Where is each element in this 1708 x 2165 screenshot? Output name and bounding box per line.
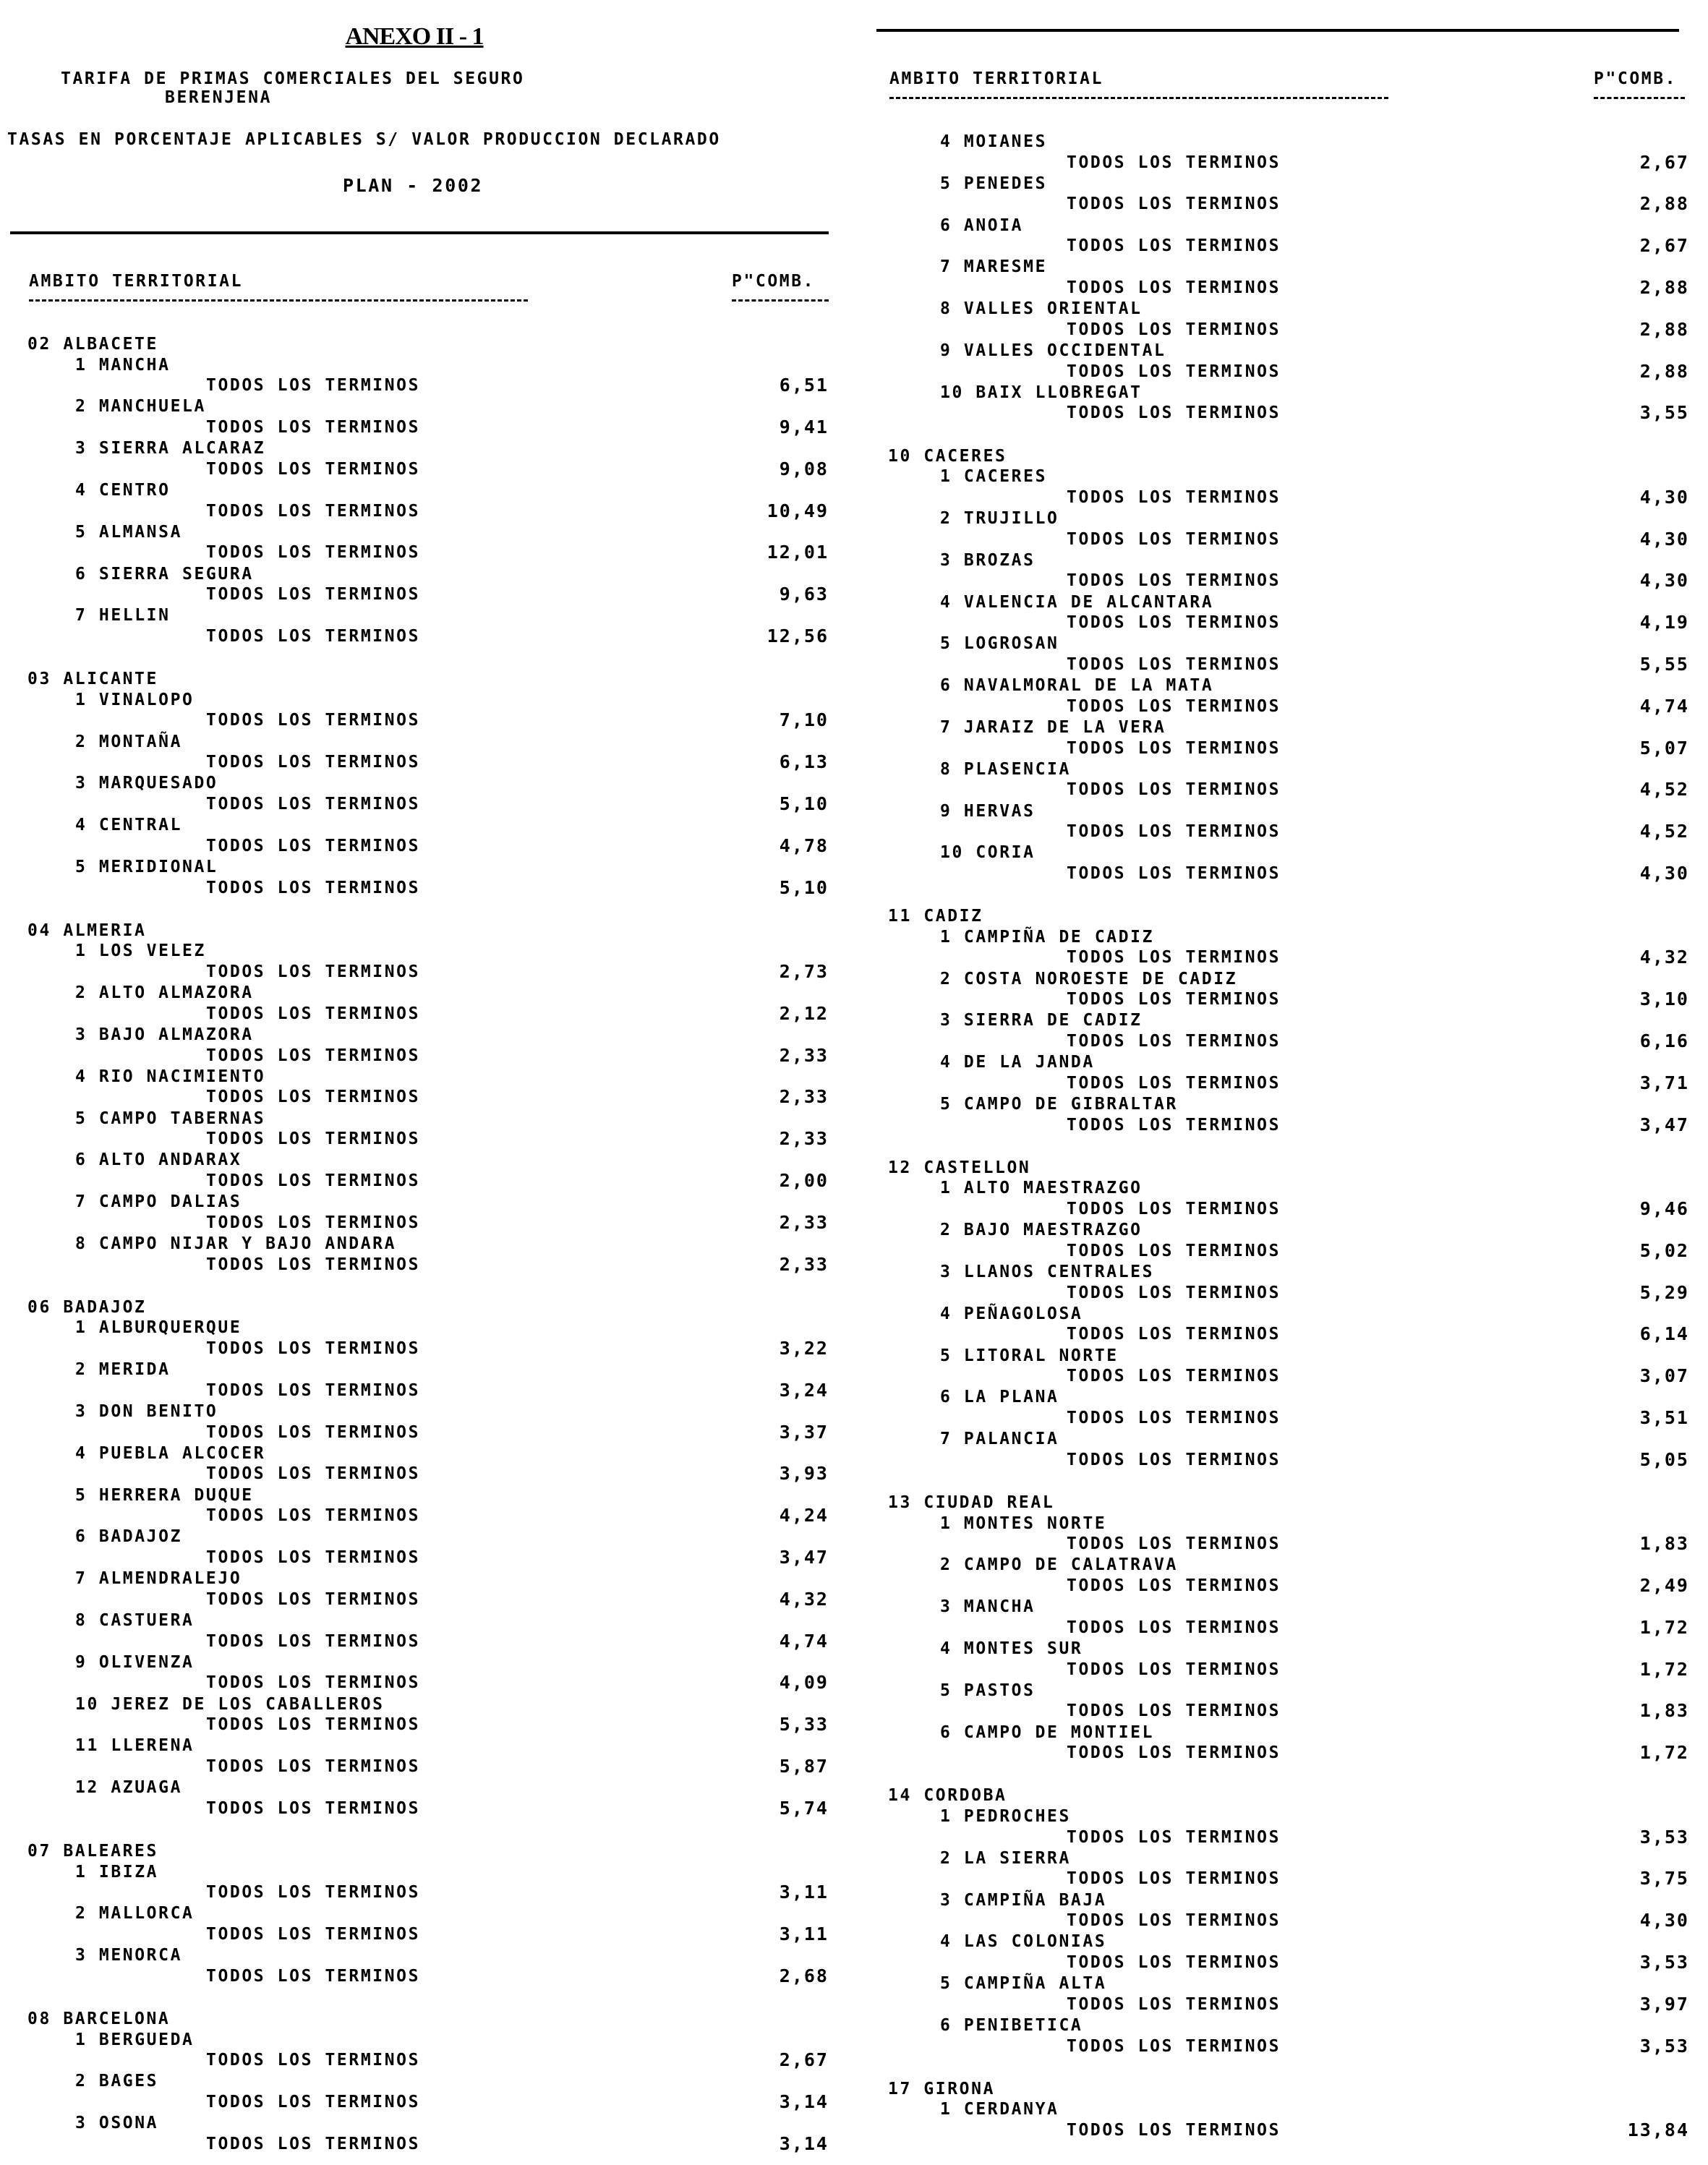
premium-rate: 4,78: [779, 834, 829, 856]
comarca-label: 10 BAIX LLOBREGAT: [940, 383, 1143, 402]
premium-rate: 4,30: [1639, 863, 1689, 884]
comarca-label: 6 CAMPO DE MONTIEL: [940, 1722, 1155, 1742]
premium-rate: 4,32: [1639, 947, 1689, 968]
terms-label: TODOS LOS TERMINOS: [206, 1506, 421, 1526]
terms-label: TODOS LOS TERMINOS: [1067, 195, 1281, 214]
premium-rate: 2,33: [779, 1128, 829, 1150]
column-header-ambito: AMBITO TERRITORIAL: [889, 69, 1104, 88]
comarca-label: 4 VALENCIA DE ALCANTARA: [940, 592, 1214, 612]
column-header-underline: [1594, 97, 1685, 99]
premium-rate: 4,74: [779, 1630, 829, 1652]
premium-rate: 9,08: [779, 458, 829, 479]
comarca-label: 4 PEÑAGOLOSA: [940, 1304, 1083, 1323]
terms-label: TODOS LOS TERMINOS: [1067, 1701, 1281, 1721]
terms-label: TODOS LOS TERMINOS: [206, 1464, 421, 1484]
terms-label: TODOS LOS TERMINOS: [1067, 613, 1281, 633]
terms-label: TODOS LOS TERMINOS: [1067, 864, 1281, 883]
terms-label: TODOS LOS TERMINOS: [1067, 696, 1281, 716]
comarca-label: 1 MANCHA: [75, 355, 171, 375]
premium-rate: 4,30: [1639, 570, 1689, 592]
comarca-label: 6 NAVALMORAL DE LA MATA: [940, 676, 1214, 696]
column-header-underline: [29, 299, 528, 302]
comarca-label: 9 VALLES OCCIDENTAL: [940, 341, 1166, 360]
premium-rate: 4,52: [1639, 821, 1689, 842]
premium-rate: 3,14: [779, 2132, 829, 2154]
comarca-label: 2 MANCHUELA: [75, 397, 206, 417]
premium-rate: 1,83: [1639, 1700, 1689, 1722]
header-divider-right: [876, 29, 1679, 32]
province-label: 14 CORDOBA: [888, 1786, 1007, 1806]
premium-rate: 4,30: [1639, 486, 1689, 508]
comarca-label: 2 MONTAÑA: [75, 732, 183, 751]
comarca-label: 6 BADAJOZ: [75, 1527, 183, 1547]
comarca-label: 8 CAMPO NIJAR Y BAJO ANDARA: [75, 1234, 397, 1253]
comarca-label: 2 MERIDA: [75, 1360, 171, 1380]
terms-label: TODOS LOS TERMINOS: [206, 753, 421, 772]
tariff-title: TARIFA DE PRIMAS COMERCIALES DEL SEGURO: [61, 69, 525, 88]
premium-rate: 5,55: [1639, 654, 1689, 675]
premium-rate: 6,16: [1639, 1030, 1689, 1051]
terms-label: TODOS LOS TERMINOS: [206, 1673, 421, 1693]
terms-label: TODOS LOS TERMINOS: [206, 2093, 421, 2111]
comarca-label: 10 JEREZ DE LOS CABALLEROS: [75, 1694, 385, 1714]
terms-label: TODOS LOS TERMINOS: [1067, 362, 1281, 381]
comarca-label: 7 PALANCIA: [940, 1430, 1059, 1449]
province-label: 12 CASTELLON: [888, 1158, 1031, 1177]
premium-rate: 5,10: [779, 793, 829, 814]
comarca-label: 9 HERVAS: [940, 801, 1036, 821]
premium-rate: 1,83: [1639, 1533, 1689, 1555]
province-label: 11 CADIZ: [888, 907, 983, 926]
column-header-ambito: AMBITO TERRITORIAL: [29, 272, 244, 291]
premium-rate: 3,47: [1639, 1114, 1689, 1135]
province-label: 10 CACERES: [888, 446, 1007, 466]
comarca-label: 1 ALTO MAESTRAZGO: [940, 1179, 1143, 1198]
premium-rate: 3,14: [779, 2091, 829, 2112]
comarca-label: 1 BERGUEDA: [75, 2030, 195, 2049]
comarca-label: 6 PENIBETICA: [940, 2016, 1083, 2035]
terms-label: TODOS LOS TERMINOS: [206, 1589, 421, 1609]
terms-label: TODOS LOS TERMINOS: [206, 2051, 421, 2070]
premium-rate: 4,24: [779, 1505, 829, 1526]
premium-rate: 3,53: [1639, 1826, 1689, 1848]
comarca-label: 6 SIERRA SEGURA: [75, 564, 254, 584]
premium-rate: 3,71: [1639, 1072, 1689, 1093]
terms-label: TODOS LOS TERMINOS: [1067, 1283, 1281, 1302]
premium-rate: 3,11: [779, 1882, 829, 1903]
terms-label: TODOS LOS TERMINOS: [1067, 1409, 1281, 1427]
premium-rate: 5,33: [779, 1714, 829, 1735]
comarca-label: 3 OSONA: [75, 2114, 159, 2133]
comarca-label: 5 MERIDIONAL: [75, 858, 218, 876]
terms-label: TODOS LOS TERMINOS: [206, 1088, 421, 1107]
premium-rate: 5,74: [779, 1797, 829, 1819]
terms-label: TODOS LOS TERMINOS: [206, 878, 421, 897]
terms-label: TODOS LOS TERMINOS: [1067, 738, 1281, 758]
premium-rate: 2,88: [1639, 360, 1689, 382]
terms-label: TODOS LOS TERMINOS: [1067, 487, 1281, 507]
terms-label: TODOS LOS TERMINOS: [206, 1213, 421, 1232]
terms-label: TODOS LOS TERMINOS: [206, 962, 421, 981]
comarca-label: 4 PUEBLA ALCOCER: [75, 1443, 266, 1463]
comarca-label: 3 CAMPIÑA BAJA: [940, 1890, 1107, 1910]
premium-rate: 5,05: [1639, 1448, 1689, 1470]
premium-rate: 3,53: [1639, 2035, 1689, 2057]
premium-rate: 9,63: [779, 584, 829, 605]
terms-label: TODOS LOS TERMINOS: [1067, 1325, 1281, 1344]
premium-rate: 9,41: [779, 417, 829, 437]
terms-label: TODOS LOS TERMINOS: [1067, 236, 1281, 256]
premium-rate: 3,07: [1639, 1365, 1689, 1387]
premium-rate: 4,52: [1639, 779, 1689, 800]
comarca-label: 1 CAMPIÑA DE CADIZ: [940, 927, 1155, 947]
terms-label: TODOS LOS TERMINOS: [1067, 1994, 1281, 2014]
comarca-label: 7 JARAIZ DE LA VERA: [940, 718, 1166, 737]
header-divider-left: [10, 231, 829, 234]
premium-rate: 3,37: [779, 1421, 829, 1443]
comarca-label: 11 LLERENA: [75, 1736, 195, 1756]
terms-label: TODOS LOS TERMINOS: [1067, 2036, 1281, 2056]
comarca-label: 1 CACERES: [940, 467, 1048, 487]
comarca-label: 6 LA PLANA: [940, 1388, 1059, 1407]
annex-title: ANEXO II - 1: [345, 23, 484, 50]
terms-label: TODOS LOS TERMINOS: [206, 543, 421, 563]
comarca-label: 1 LOS VELEZ: [75, 941, 206, 961]
terms-label: TODOS LOS TERMINOS: [206, 459, 421, 479]
premium-rate: 1,72: [1639, 1742, 1689, 1764]
column-header-underline: [732, 299, 829, 302]
terms-label: TODOS LOS TERMINOS: [206, 1339, 421, 1358]
premium-rate: 5,10: [779, 876, 829, 898]
premium-rate: 2,68: [779, 1965, 829, 1986]
comarca-label: 5 PASTOS: [940, 1681, 1036, 1700]
column-header-pcomb: P"COMB.: [732, 272, 816, 291]
column-header-pcomb: P"COMB.: [1594, 69, 1678, 88]
terms-label: TODOS LOS TERMINOS: [206, 2134, 421, 2153]
plan-label: PLAN - 2002: [343, 175, 484, 196]
comarca-label: 10 CORIA: [940, 843, 1036, 863]
comarca-label: 2 BAGES: [75, 2072, 159, 2091]
terms-label: TODOS LOS TERMINOS: [206, 1171, 421, 1190]
terms-label: TODOS LOS TERMINOS: [206, 585, 421, 605]
terms-label: TODOS LOS TERMINOS: [1067, 278, 1281, 297]
premium-rate: 2,33: [779, 1211, 829, 1233]
terms-label: TODOS LOS TERMINOS: [206, 795, 421, 814]
comarca-label: 2 CAMPO DE CALATRAVA: [940, 1555, 1178, 1575]
premium-rate: 2,88: [1639, 193, 1689, 215]
terms-label: TODOS LOS TERMINOS: [1067, 1367, 1281, 1386]
terms-label: TODOS LOS TERMINOS: [206, 1004, 421, 1023]
premium-rate: 12,01: [767, 542, 829, 563]
premium-rate: 6,13: [779, 751, 829, 773]
terms-label: TODOS LOS TERMINOS: [206, 501, 421, 521]
premium-rate: 3,10: [1639, 988, 1689, 1010]
comarca-label: 3 BROZAS: [940, 550, 1036, 570]
comarca-label: 3 MENORCA: [75, 1946, 183, 1965]
comarca-label: 1 MONTES NORTE: [940, 1513, 1107, 1533]
comarca-label: 6 ANOIA: [940, 215, 1024, 235]
terms-label: TODOS LOS TERMINOS: [1067, 1241, 1281, 1260]
column-header-underline: [889, 97, 1388, 99]
province-label: 13 CIUDAD REAL: [888, 1493, 1055, 1512]
premium-rate: 3,11: [779, 1923, 829, 1944]
premium-rate: 3,93: [779, 1463, 829, 1485]
terms-label: TODOS LOS TERMINOS: [1067, 2121, 1281, 2140]
comarca-label: 1 CERDANYA: [940, 2100, 1059, 2119]
terms-label: TODOS LOS TERMINOS: [206, 1757, 421, 1776]
comarca-label: 2 TRUJILLO: [940, 509, 1059, 528]
terms-label: TODOS LOS TERMINOS: [206, 1130, 421, 1149]
comarca-label: 7 HELLIN: [75, 606, 171, 625]
province-label: 06 BADAJOZ: [27, 1297, 147, 1317]
terms-label: TODOS LOS TERMINOS: [1067, 1827, 1281, 1847]
premium-rate: 3,55: [1639, 402, 1689, 424]
premium-rate: 2,67: [1639, 235, 1689, 257]
premium-rate: 9,46: [1639, 1198, 1689, 1219]
terms-label: TODOS LOS TERMINOS: [1067, 822, 1281, 842]
premium-rate: 4,19: [1639, 612, 1689, 633]
premium-rate: 3,24: [779, 1379, 829, 1401]
comarca-label: 4 CENTRAL: [75, 816, 183, 835]
province-label: 17 GIRONA: [888, 2079, 996, 2098]
comarca-label: 1 IBIZA: [75, 1862, 159, 1882]
terms-label: TODOS LOS TERMINOS: [206, 1422, 421, 1442]
premium-rate: 3,47: [779, 1547, 829, 1568]
comarca-label: 2 BAJO MAESTRAZGO: [940, 1221, 1143, 1240]
comarca-label: 3 MARQUESADO: [75, 774, 218, 793]
comarca-label: 2 MALLORCA: [75, 1904, 195, 1923]
comarca-label: 5 CAMPIÑA ALTA: [940, 1974, 1107, 1994]
terms-label: TODOS LOS TERMINOS: [1067, 1032, 1281, 1051]
terms-label: TODOS LOS TERMINOS: [206, 836, 421, 855]
crop-name: BERENJENA: [165, 88, 273, 107]
premium-rate: 2,33: [779, 1086, 829, 1108]
premium-rate: 2,49: [1639, 1575, 1689, 1596]
premium-rate: 2,33: [779, 1253, 829, 1275]
premium-rate: 5,02: [1639, 1239, 1689, 1261]
premium-rate: 2,67: [1639, 151, 1689, 173]
premium-rate: 1,72: [1639, 1658, 1689, 1680]
premium-rate: 2,88: [1639, 318, 1689, 340]
premium-rate: 4,32: [779, 1588, 829, 1610]
comarca-label: 3 BAJO ALMAZORA: [75, 1025, 254, 1044]
comarca-label: 7 MARESME: [940, 257, 1048, 277]
premium-rate: 10,49: [767, 500, 829, 521]
terms-label: TODOS LOS TERMINOS: [1067, 1869, 1281, 1889]
comarca-label: 5 CAMPO DE GIBRALTAR: [940, 1095, 1178, 1114]
comarca-label: 8 PLASENCIA: [940, 759, 1071, 779]
comarca-label: 1 ALBURQUERQUE: [75, 1318, 242, 1338]
premium-rate: 4,30: [1639, 528, 1689, 550]
terms-label: TODOS LOS TERMINOS: [1067, 529, 1281, 549]
premium-rate: 2,00: [779, 1170, 829, 1191]
comarca-label: 4 DE LA JANDA: [940, 1053, 1095, 1072]
comarca-label: 7 ALMENDRALEJO: [75, 1569, 242, 1589]
comarca-label: 4 RIO NACIMIENTO: [75, 1067, 266, 1086]
comarca-label: 5 HERRERA DUQUE: [75, 1485, 254, 1505]
premium-rate: 2,73: [779, 961, 829, 982]
terms-label: TODOS LOS TERMINOS: [206, 1631, 421, 1651]
comarca-label: 1 VINALOPO: [75, 690, 195, 709]
terms-label: TODOS LOS TERMINOS: [1067, 655, 1281, 674]
terms-label: TODOS LOS TERMINOS: [1067, 948, 1281, 968]
premium-rate: 5,29: [1639, 1281, 1689, 1303]
comarca-label: 12 AZUAGA: [75, 1778, 183, 1798]
terms-label: TODOS LOS TERMINOS: [1067, 1953, 1281, 1972]
premium-rate: 13,84: [1627, 2119, 1689, 2140]
province-label: 04 ALMERIA: [27, 921, 147, 940]
premium-rate: 7,10: [779, 709, 829, 731]
premium-rate: 4,74: [1639, 695, 1689, 717]
premium-rate: 1,72: [1639, 1616, 1689, 1638]
terms-label: TODOS LOS TERMINOS: [1067, 1660, 1281, 1679]
terms-label: TODOS LOS TERMINOS: [206, 1883, 421, 1903]
rates-description: TASAS EN PORCENTAJE APLICABLES S/ VALOR PRODUCCION DECLARADO: [7, 130, 721, 149]
terms-label: TODOS LOS TERMINOS: [1067, 1073, 1281, 1093]
comarca-label: 8 CASTUERA: [75, 1611, 195, 1630]
terms-label: TODOS LOS TERMINOS: [1067, 571, 1281, 591]
terms-label: TODOS LOS TERMINOS: [206, 1798, 421, 1818]
terms-label: TODOS LOS TERMINOS: [1067, 1618, 1281, 1637]
terms-label: TODOS LOS TERMINOS: [206, 1046, 421, 1065]
terms-label: TODOS LOS TERMINOS: [1067, 780, 1281, 800]
comarca-label: 3 SIERRA DE CADIZ: [940, 1011, 1143, 1030]
terms-label: TODOS LOS TERMINOS: [1067, 1911, 1281, 1931]
premium-rate: 4,09: [779, 1672, 829, 1694]
premium-rate: 3,22: [779, 1338, 829, 1359]
province-label: 02 ALBACETE: [27, 335, 158, 354]
premium-rate: 2,12: [779, 1002, 829, 1024]
province-label: 03 ALICANTE: [27, 670, 158, 689]
terms-label: TODOS LOS TERMINOS: [206, 1715, 421, 1735]
comarca-label: 5 LITORAL NORTE: [940, 1346, 1119, 1365]
premium-rate: 2,33: [779, 1044, 829, 1066]
terms-label: TODOS LOS TERMINOS: [1067, 1450, 1281, 1469]
comarca-label: 3 LLANOS CENTRALES: [940, 1263, 1155, 1281]
comarca-label: 5 LOGROSAN: [940, 634, 1059, 654]
premium-rate: 2,67: [779, 2049, 829, 2071]
terms-label: TODOS LOS TERMINOS: [206, 1548, 421, 1567]
comarca-label: 6 ALTO ANDARAX: [75, 1150, 242, 1170]
terms-label: TODOS LOS TERMINOS: [1067, 1534, 1281, 1554]
terms-label: TODOS LOS TERMINOS: [206, 1966, 421, 1986]
comarca-label: 2 LA SIERRA: [940, 1848, 1071, 1868]
premium-rate: 3,97: [1639, 1993, 1689, 2015]
premium-rate: 4,30: [1639, 1910, 1689, 1931]
comarca-label: 4 MONTES SUR: [940, 1639, 1083, 1658]
comarca-label: 5 ALMANSA: [75, 522, 183, 542]
premium-rate: 5,07: [1639, 737, 1689, 759]
terms-label: TODOS LOS TERMINOS: [1067, 990, 1281, 1009]
comarca-label: 5 PENEDES: [940, 174, 1048, 193]
terms-label: TODOS LOS TERMINOS: [1067, 1576, 1281, 1595]
premium-rate: 3,51: [1639, 1407, 1689, 1428]
terms-label: TODOS LOS TERMINOS: [206, 627, 421, 646]
comarca-label: 3 DON BENITO: [75, 1402, 218, 1421]
comarca-label: 9 OLIVENZA: [75, 1652, 195, 1672]
terms-label: TODOS LOS TERMINOS: [206, 418, 421, 437]
terms-label: TODOS LOS TERMINOS: [1067, 320, 1281, 339]
premium-rate: 3,75: [1639, 1868, 1689, 1889]
comarca-label: 2 ALTO ALMAZORA: [75, 983, 254, 1003]
comarca-label: 3 SIERRA ALCARAZ: [75, 439, 266, 458]
terms-label: TODOS LOS TERMINOS: [206, 1255, 421, 1274]
terms-label: TODOS LOS TERMINOS: [1067, 1743, 1281, 1763]
premium-rate: 5,87: [779, 1756, 829, 1777]
terms-label: TODOS LOS TERMINOS: [1067, 1200, 1281, 1218]
premium-rate: 6,14: [1639, 1323, 1689, 1345]
terms-label: TODOS LOS TERMINOS: [206, 1380, 421, 1400]
terms-label: TODOS LOS TERMINOS: [206, 711, 421, 730]
terms-label: TODOS LOS TERMINOS: [1067, 153, 1281, 172]
comarca-label: 4 CENTRO: [75, 481, 171, 500]
terms-label: TODOS LOS TERMINOS: [206, 1925, 421, 1944]
terms-label: TODOS LOS TERMINOS: [1067, 1115, 1281, 1135]
terms-label: TODOS LOS TERMINOS: [1067, 403, 1281, 423]
premium-rate: 6,51: [779, 375, 829, 396]
comarca-label: 1 PEDROCHES: [940, 1807, 1071, 1826]
comarca-label: 4 LAS COLONIAS: [940, 1932, 1107, 1952]
terms-label: TODOS LOS TERMINOS: [206, 376, 421, 396]
premium-rate: 12,56: [767, 625, 829, 646]
comarca-label: 3 MANCHA: [940, 1597, 1036, 1617]
province-label: 07 BALEARES: [27, 1842, 158, 1861]
comarca-label: 5 CAMPO TABERNAS: [75, 1109, 266, 1128]
comarca-label: 4 MOIANES: [940, 132, 1048, 151]
premium-rate: 2,88: [1639, 277, 1689, 298]
province-label: 08 BARCELONA: [27, 2010, 171, 2028]
comarca-label: 2 COSTA NOROESTE DE CADIZ: [940, 969, 1238, 988]
comarca-label: 8 VALLES ORIENTAL: [940, 299, 1143, 319]
comarca-label: 7 CAMPO DALIAS: [75, 1192, 242, 1212]
premium-rate: 3,53: [1639, 1952, 1689, 1973]
